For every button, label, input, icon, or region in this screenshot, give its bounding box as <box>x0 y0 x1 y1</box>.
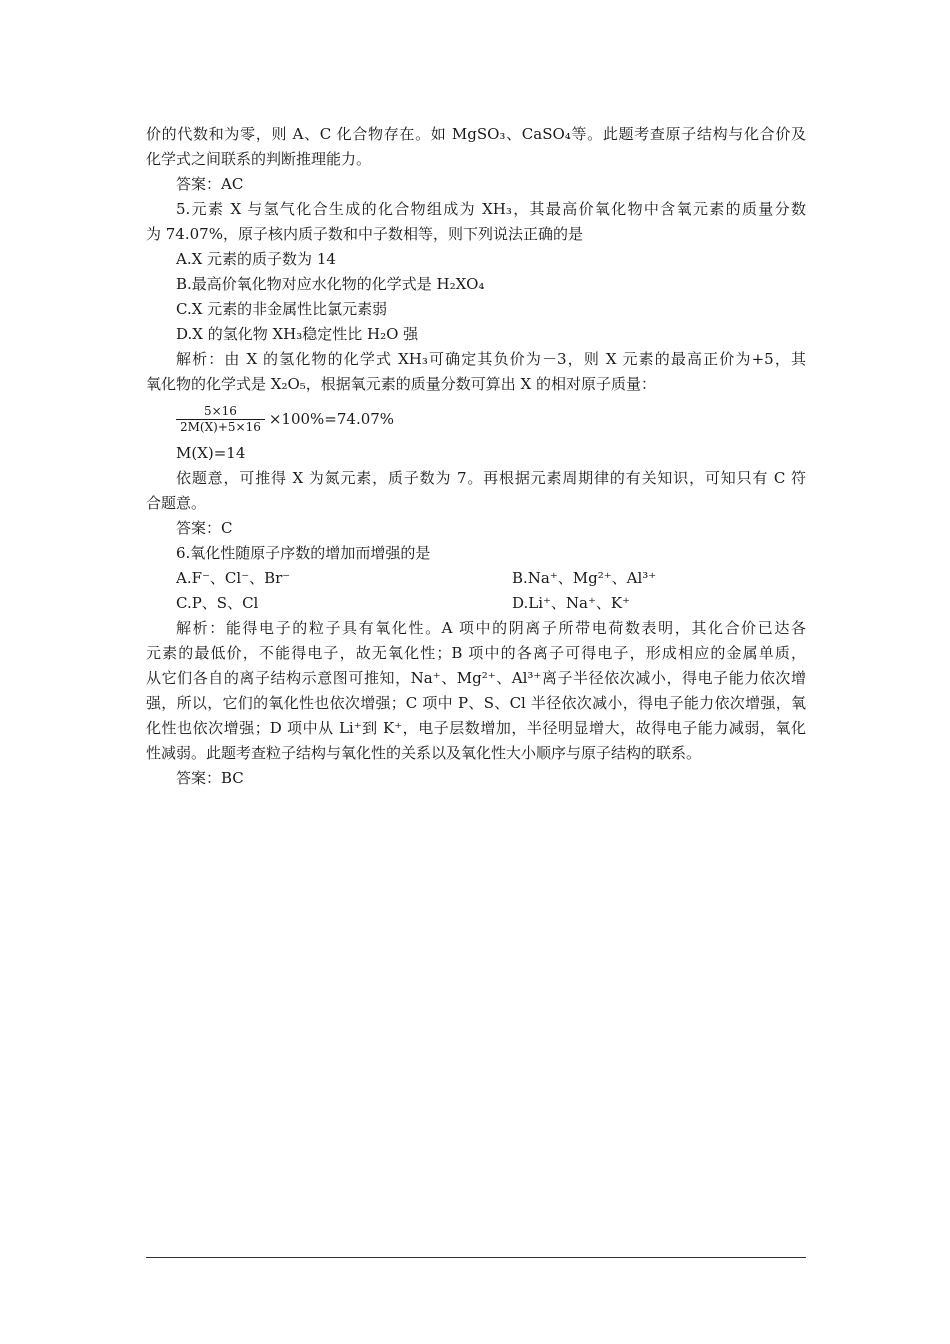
analysis-6-line: 解析：能得电子的粒子具有氧化性。A 项中的阴离子所带电荷数表明，其化合价已达各 <box>176 619 806 637</box>
analysis-5-line: 氧化物的化学式是 X₂O₅，根据氧元素的质量分数可算出 X 的相对原子质量： <box>146 375 656 393</box>
fraction <box>176 404 265 435</box>
analysis-5-line: 依题意，可推得 X 为氮元素，质子数为 7。再根据元素周期律的有关知识，可知只有 C 符 <box>176 469 806 487</box>
equation <box>146 397 806 441</box>
option-5c: C.X 元素的非金属性比氯元素弱 <box>176 300 388 318</box>
option-6d: D.Li⁺、Na⁺、K⁺ <box>512 594 631 612</box>
option-5d: D.X 的氢化物 XH₃稳定性比 H₂O 强 <box>176 325 419 343</box>
analysis-6-line: 化性也依次增强；D 项中从 Li⁺到 K⁺，电子层数增加，半径明显增大，故得电子能力减弱，氧化 <box>146 719 806 737</box>
fraction-denominator: 2M(X)+5×16 <box>180 419 261 434</box>
footer-divider <box>146 1257 806 1258</box>
analysis-6-line: 从它们各自的离子结构示意图可推知，Na⁺、Mg²⁺、Al³⁺离子半径依次减小，得电子能力依次增 <box>146 669 806 687</box>
question-6: 6.氧化性随原子序数的增加而增强的是 <box>176 544 431 562</box>
document-body <box>146 122 806 791</box>
analysis-5-line: 合题意。 <box>146 494 207 512</box>
option-6a: A.F⁻、Cl⁻、Br⁻ <box>176 569 291 587</box>
paragraph-line: 化学式之间联系的判断推理能力。 <box>146 150 372 168</box>
analysis-6-line: 性减弱。此题考查粒子结构与氧化性的关系以及氧化性大小顺序与原子结构的联系。 <box>146 744 702 762</box>
option-5b: B.最高价氧化物对应水化物的化学式是 H₂XO₄ <box>176 275 485 293</box>
options-6-row <box>146 566 806 591</box>
option-5a: A.X 元素的质子数为 14 <box>176 250 336 268</box>
analysis-6-line: 强，所以，它们的氧化性也依次增强；C 项中 P、S、Cl 半径依次减小，得电子能力依次增强，氧 <box>146 694 806 712</box>
fraction-numerator: 5×16 <box>176 404 265 420</box>
equation-result: M(X)=14 <box>176 444 246 462</box>
equation-rest: ×100%=74.07% <box>268 409 395 428</box>
analysis-6-line: 元素的最低价，不能得电子，故无氧化性；B 项中的各离子可得电子，形成相应的金属单质， <box>146 644 806 662</box>
answer-6: 答案：BC <box>176 769 244 787</box>
option-6b: B.Na⁺、Mg²⁺、Al³⁺ <box>512 569 657 587</box>
paragraph-line: 价的代数和为零，则 A、C 化合物存在。如 MgSO₃、CaSO₄等。此题考查原子结构与化合价及 <box>146 125 806 143</box>
answer-5: 答案：C <box>176 519 233 537</box>
options-6-row <box>146 591 806 616</box>
question-5-line: 5.元素 X 与氢气化合生成的化合物组成为 XH₃，其最高价氧化物中含氧元素的质量分数 <box>176 200 806 218</box>
answer-4: 答案：AC <box>176 175 244 193</box>
analysis-5-line: 解析：由 X 的氢化物的化学式 XH₃可确定其负价为－3，则 X 元素的最高正价为+5，其 <box>176 350 806 368</box>
option-6c: C.P、S、Cl <box>176 594 259 612</box>
question-5-line: 为 74.07%，原子核内质子数和中子数相等，则下列说法正确的是 <box>146 225 583 243</box>
